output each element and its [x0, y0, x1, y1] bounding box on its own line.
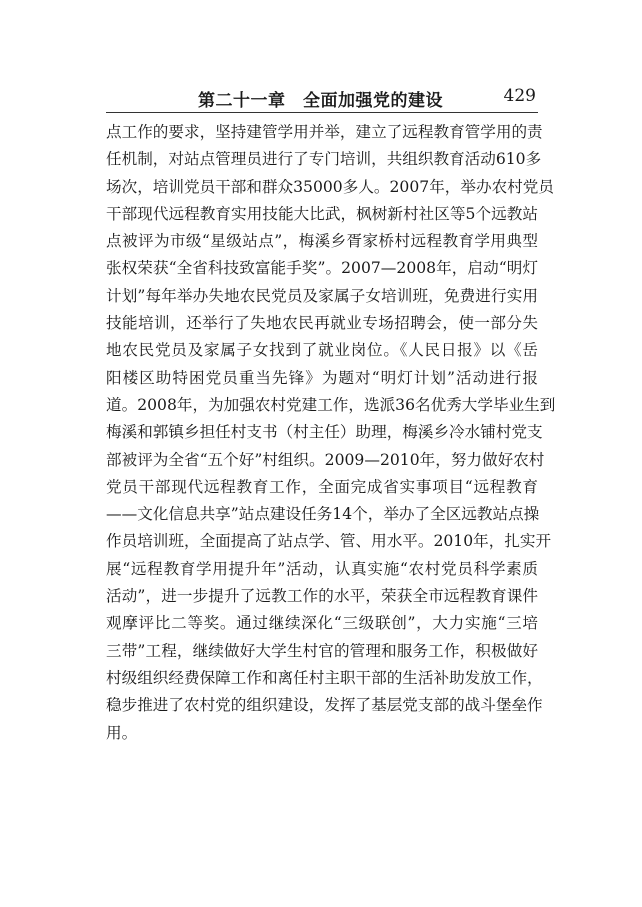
text-line: 村级组织经费保障工作和离任村主职干部的生活补助发放工作， [106, 668, 543, 687]
text-line: 阳楼区助特困党员重当先锋》为题对“明灯计划”活动进行报 [106, 368, 538, 387]
text-line: 梅溪和郭镇乡担任村支书（村主任）助理，梅溪乡冷水铺村党支 [106, 423, 543, 442]
text-line: 地农民党员及家属子女找到了就业岗位。《人民日报》以《岳 [106, 341, 538, 360]
text-line: 用。 [106, 723, 138, 742]
text-line: 党员干部现代远程教育工作，全面完成省实事项目“远程教育 [106, 477, 538, 496]
text-line: 任机制，对站点管理员进行了专门培训，共组织教育活动610多 [106, 150, 542, 169]
text-line: 展“远程教育学用提升年”活动，认真实施“农村党员科学素质 [106, 559, 538, 578]
text-line: 活动”，进一步提升了远教工作的水平，荣获全市远程教育课件 [106, 587, 538, 606]
text-line: 道。2008年，为加强农村党建工作，选派36名优秀大学毕业生到 [106, 395, 556, 414]
text-line: 部被评为全省“五个好”村组织。2009—2010年，努力做好农村 [106, 450, 545, 469]
body-paragraph [106, 119, 556, 747]
text-line: 干部现代远程教育实用技能大比武，枫树新村社区等5个远教站 [106, 204, 538, 223]
text-line: 观摩评比二等奖。通过继续深化“三级联创”，大力实施“三培 [106, 614, 538, 633]
text-line: 三带”工程，继续做好大学生村官的管理和服务工作，积极做好 [106, 641, 538, 660]
text-line: ——文化信息共享”站点建设任务14个，举办了全区远教站点操 [106, 505, 540, 524]
text-line: 作员培训班，全面提高了站点学、管、用水平。2010年，扎实开 [106, 532, 552, 551]
header-divider [106, 112, 538, 113]
text-line: 技能培训，还举行了失地农民再就业专场招聘会，使一部分失 [106, 314, 538, 333]
page-header [106, 86, 538, 110]
page-number: 429 [503, 86, 536, 106]
text-line: 计划”每年举办失地农民党员及家属子女培训班，免费进行实用 [106, 286, 538, 305]
chapter-title: 第二十一章 全面加强党的建设 [198, 91, 443, 111]
text-line: 点被评为市级“星级站点”，梅溪乡胥家桥村远程教育学用典型 [106, 232, 538, 251]
text-line: 场次，培训党员干部和群众35000多人。2007年，举办农村党员 [106, 177, 554, 196]
text-line: 张权荣获“全省科技致富能手奖”。2007—2008年，启动“明灯 [106, 259, 538, 278]
text-line: 点工作的要求，坚持建管学用并举，建立了远程教育管学用的责 [106, 123, 543, 141]
text-line: 稳步推进了农村党的组织建设，发挥了基层党支部的战斗堡垒作 [106, 696, 543, 715]
